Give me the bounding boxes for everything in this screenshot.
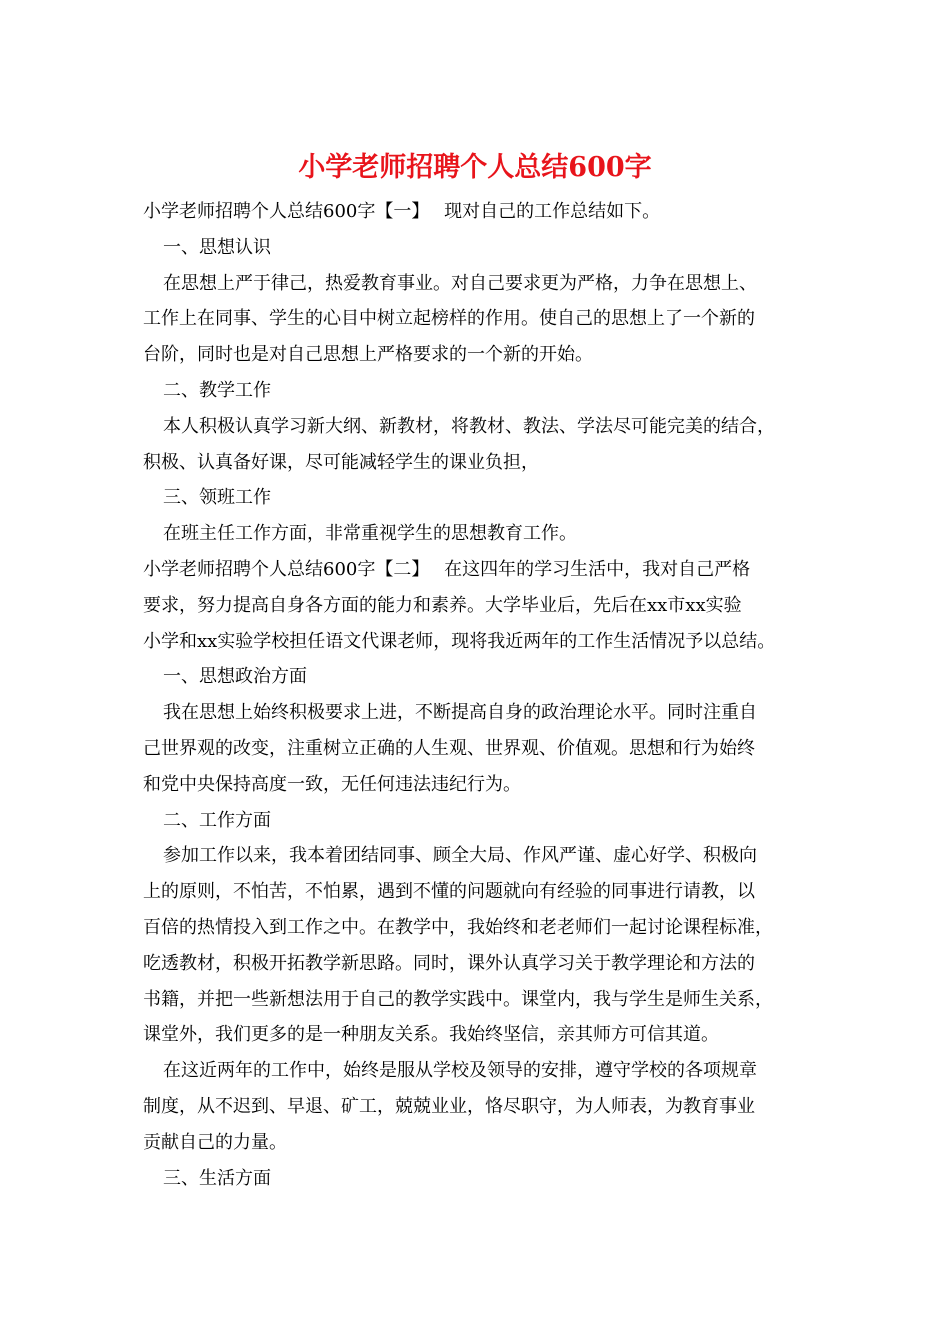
section-two-line-1: 小学老师招聘个人总结600字【二】 在这四年的学习生活中，我对自己严格: [143, 558, 751, 580]
paragraph-line: 本人积极认真学习新大纲、新教材，将教材、教法、学法尽可能完美的结合，: [163, 415, 775, 437]
paragraph-line: 和党中央保持高度一致，无任何违法违纪行为。: [143, 773, 521, 795]
paragraph-line: 吃透教材，积极开拓教学新思路。同时，课外认真学习关于教学理论和方法的: [143, 952, 755, 974]
heading-sixiang-renshi: 一、思想认识: [163, 236, 271, 258]
paragraph-line: 百倍的热情投入到工作之中。在教学中，我始终和老老师们一起讨论课程标准，: [143, 916, 773, 938]
intro-line-1: 小学老师招聘个人总结600字【一】 现对自己的工作总结如下。: [143, 201, 661, 222]
paragraph-line: 上的原则，不怕苦，不怕累，遇到不懂的问题就向有经验的同事进行请教，以: [143, 881, 755, 903]
paragraph-line: 贡献自己的力量。: [143, 1131, 287, 1153]
document-title: 小学老师招聘个人总结600字: [298, 152, 652, 183]
paragraph-line: 书籍，并把一些新想法用于自己的教学实践中。课堂内，我与学生是师生关系，: [143, 988, 773, 1010]
heading-lingban-gongzuo: 三、领班工作: [163, 487, 271, 509]
paragraph-line: 己世界观的改变，注重树立正确的人生观、世界观、价值观。思想和行为始终: [143, 737, 755, 759]
paragraph-line: 在这近两年的工作中，始终是服从学校及领导的安排，遵守学校的各项规章: [163, 1060, 757, 1082]
paragraph-line: 小学和xx实验学校担任语文代课老师，现将我近两年的工作生活情况予以总结。: [143, 630, 776, 652]
paragraph-line: 在思想上严于律己，热爱教育事业。对自己要求更为严格，力争在思想上、: [163, 272, 757, 294]
paragraph-line: 积极、认真备好课，尽可能减轻学生的课业负担，: [143, 451, 539, 473]
paragraph-line: 制度，从不迟到、早退、矿工，兢兢业业，恪尽职守，为人师表，为教育事业: [143, 1095, 755, 1117]
heading-gongzuo-fangmian: 二、工作方面: [163, 809, 271, 831]
paragraph-line: 课堂外，我们更多的是一种朋友关系。我始终坚信，亲其师方可信其道。: [143, 1024, 719, 1046]
heading-sixiang-zhengzhi: 一、思想政治方面: [163, 666, 307, 688]
paragraph-line: 工作上在同事、学生的心目中树立起榜样的作用。使自己的思想上了一个新的: [143, 308, 755, 330]
paragraph-line: 我在思想上始终积极要求上进，不断提高自身的政治理论水平。同时注重自: [163, 702, 757, 724]
paragraph-line: 台阶，同时也是对自己思想上严格要求的一个新的开始。: [143, 344, 593, 366]
heading-shenghuo-fangmian: 三、生活方面: [163, 1167, 271, 1189]
document-body: [143, 194, 823, 1196]
paragraph-line: 参加工作以来，我本着团结同事、顾全大局、作风严谨、虚心好学、积极向: [163, 845, 757, 867]
paragraph-line: 要求，努力提高自身各方面的能力和素养。大学毕业后，先后在xx市xx实验: [143, 594, 742, 616]
heading-jiaoxue-gongzuo: 二、教学工作: [163, 379, 271, 401]
paragraph-line: 在班主任工作方面，非常重视学生的思想教育工作。: [163, 523, 577, 545]
